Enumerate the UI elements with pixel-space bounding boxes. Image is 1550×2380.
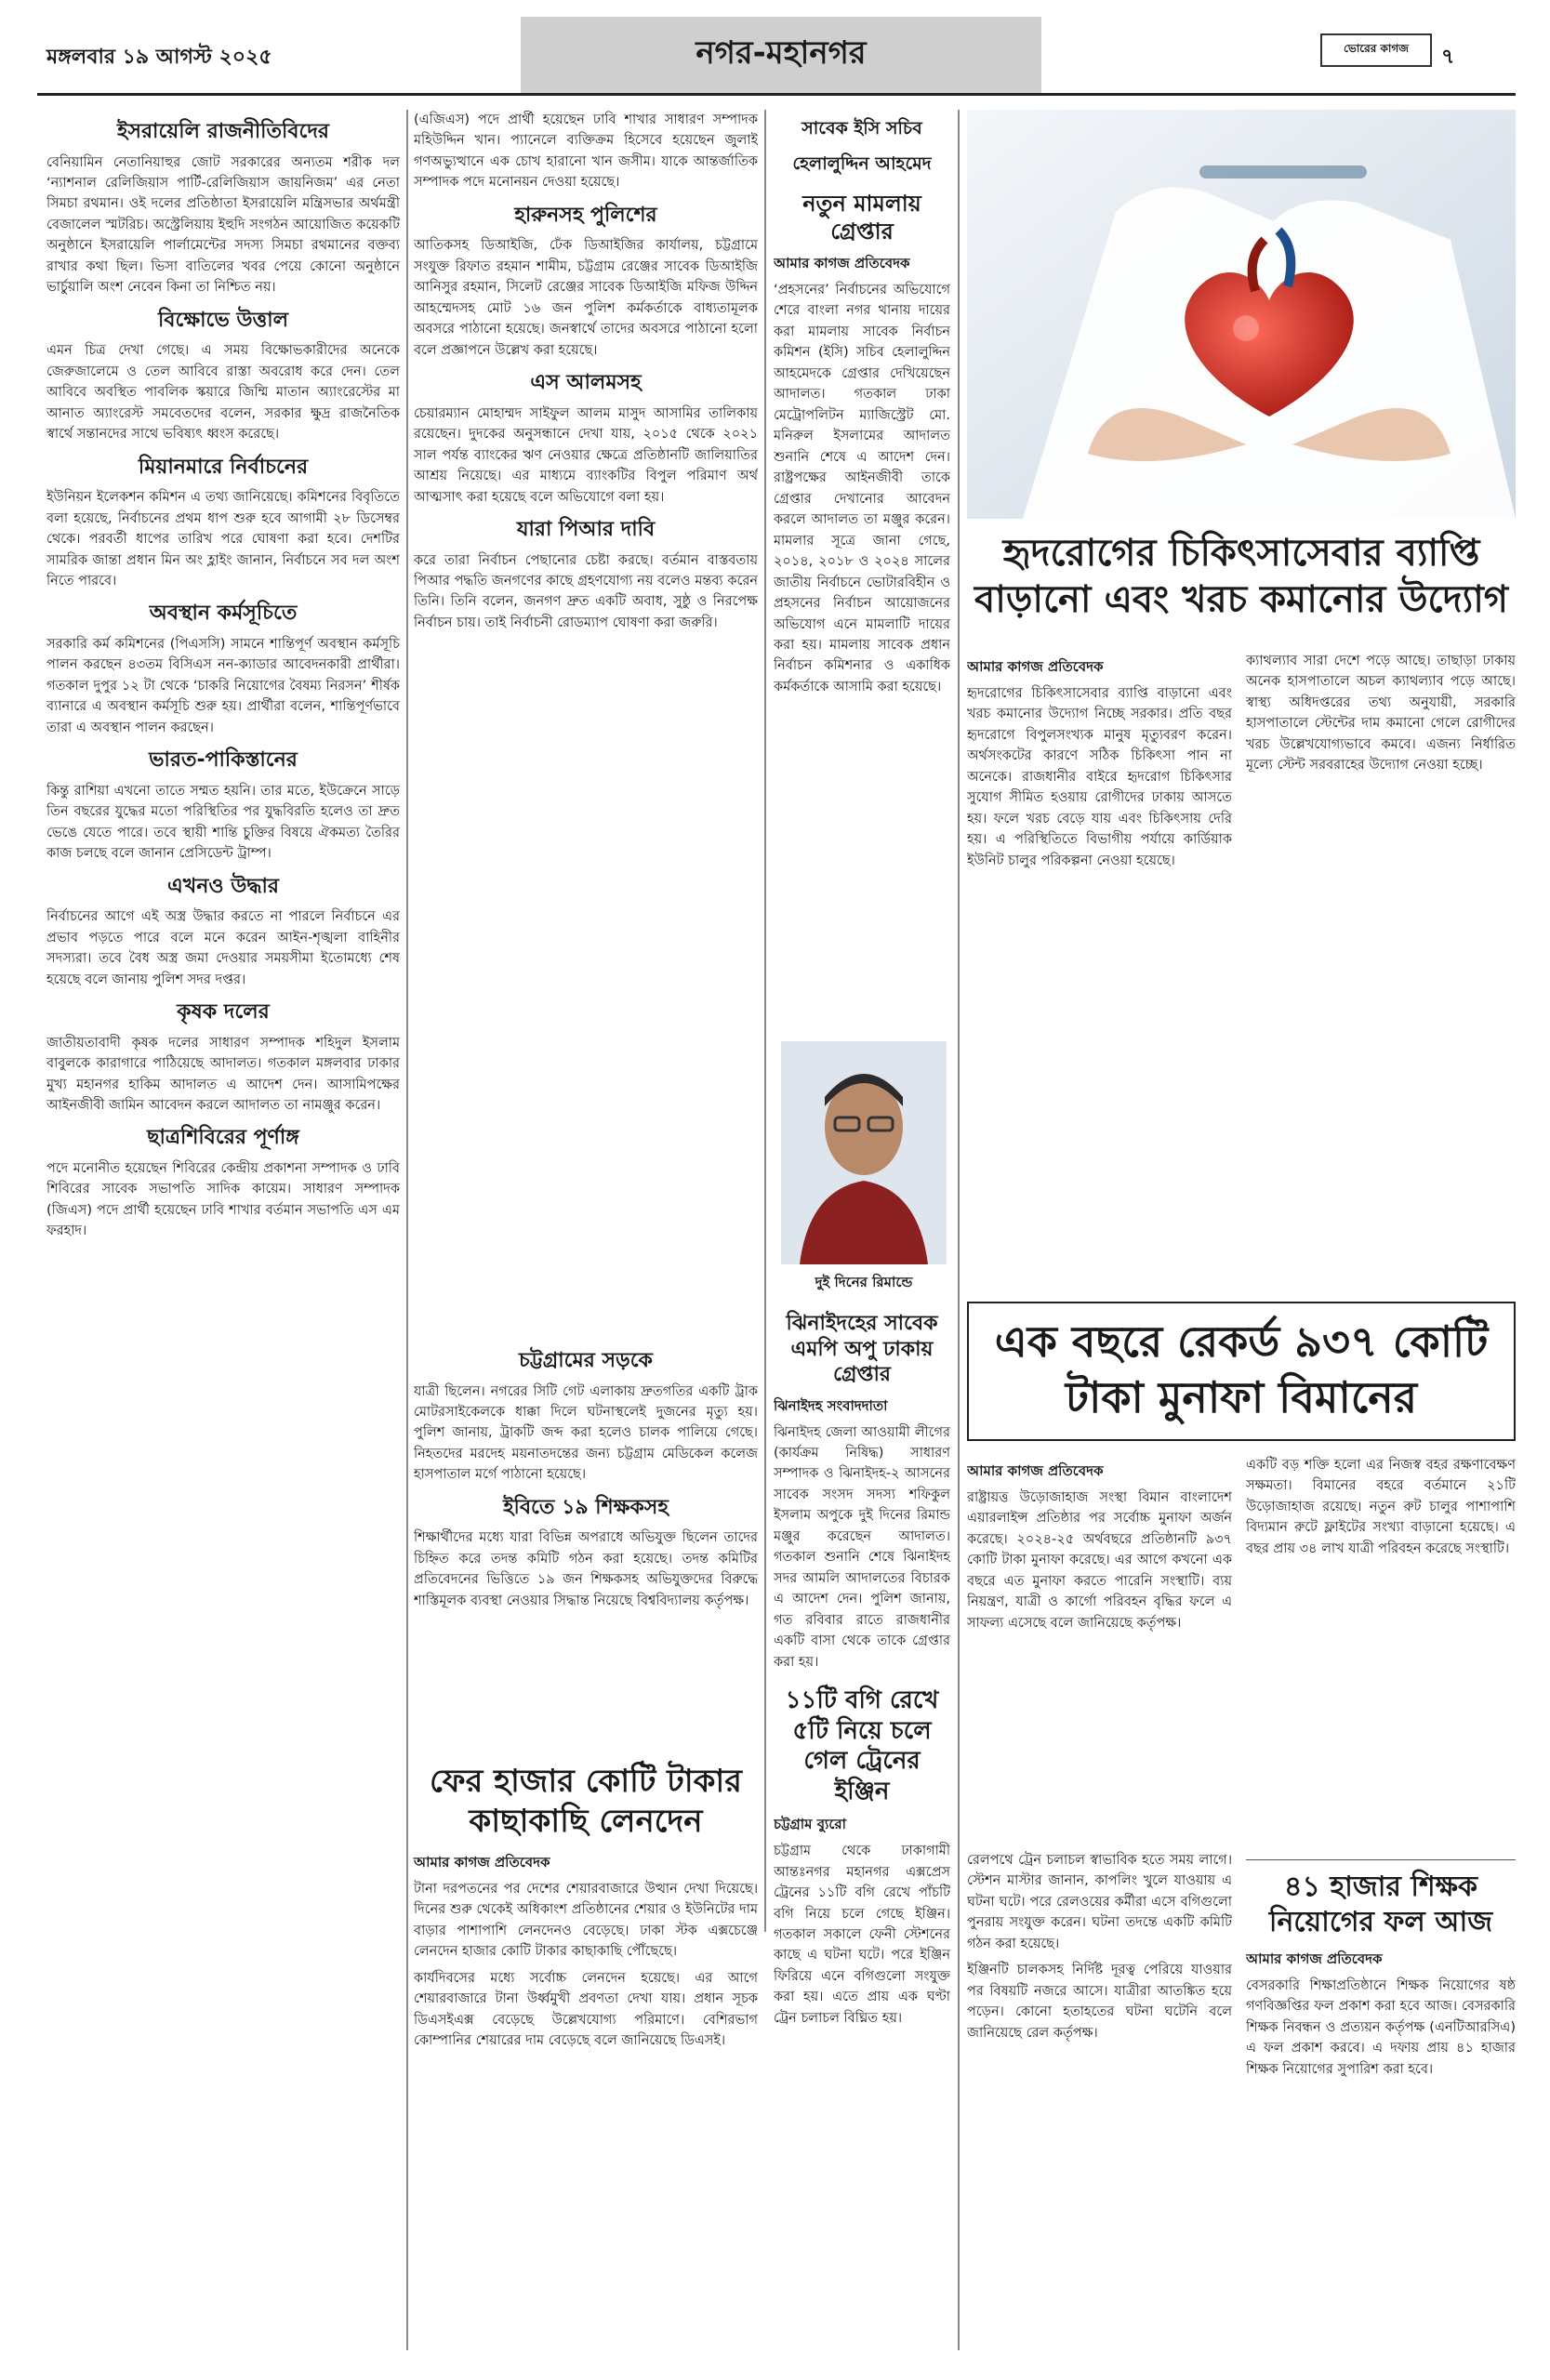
story-body: জাতীয়তাবাদী কৃষক দলের সাধারণ সম্পাদক শহিদুল ইসলাম বাবুলকে কারাগারে পাঠিয়েছে আদালত। গতকাল মঙ্গলবার ঢাকার মুখ্য মহানগর হাকিম আদালত এ আদেশ দেন। আসামিপক্ষের আইনজীবী জামিন আবেদন করলে আদালত তা নামঞ্জুর করেন। [46,1035,400,1113]
train-story-continued [967,1850,1232,2352]
column-2-lower [414,1339,758,1739]
photo-caption: দুই দিনের রিমান্ডে [815,1274,913,1290]
person-portrait-icon [781,1041,947,1264]
story-body: পদে মনোনীত হয়েছেন শিবিরের কেন্দ্রীয় প্রকাশনা সম্পাদক ও ঢাবি শিবিরের সাবেক সভাপতি সাদিক কায়েম। সাধারণ সম্পাদক (জিএস) পদে প্রার্থী হয়েছেন ঢাবি শাখার বর্তমান সভাপতি এস এম ফরহাদ। [46,1160,400,1239]
story-body: হৃদরোগের চিকিৎসাসেবার ব্যাপ্তি বাড়ানো এবং খরচ কমানোর উদ্যোগ নিচ্ছে সরকার। প্রতি বছর হৃদরোগে বিপুলসংখ্যক মানুষ মৃত্যুবরণ করেন। অর্থসংকটের কারণে সঠিক চিকিৎসা পান না অনেকে। রাজধানীর বাইরে হৃদরোগ চিকিৎসার সুযোগ সীমিত হওয়ায় রোগীদের ঢাকায় আসতে হয়। ফলে খরচ বেড়ে যায় এবং চিকিৎসায় দেরি হয়। এ পরিস্থিতিতে বিভাগীয় পর্যায়ে কার্ডিয়াক ইউনিট চালুর পরিকল্পনা নেওয়া হয়েছে। [967,686,1232,868]
story-title: চট্টগ্রামের সড়কে [519,1349,653,1372]
story-body: শিক্ষার্থীদের মধ্যে যারা বিভিন্ন অপরাধে অভিযুক্ত ছিলেন তাদের চিহ্নিত করে তদন্ত কমিটি গঠন করা হয়েছে। তদন্ত কমিটির প্রতিবেদনের ভিত্তিতে ১৯ জন শিক্ষকসহ অভিযুক্তদের বিরুদ্ধে শাস্তিমূলক ব্যবস্থা নেওয়ার সিদ্ধান্ত নিয়েছে বিশ্ববিদ্যালয় কর্তৃপক্ষ। [414,1530,758,1608]
teacher-story [1246,1850,1516,2352]
biman-story-left [967,1455,1232,1836]
story-body: সরকারি কর্ম কমিশনের (পিএসসি) সামনে শান্তিপূর্ণ অবস্থান কর্মসূচি পালন করছেন ৪৩তম বিসিএস নন-ক্যাডার আবেদনকারী প্রার্থীরা। গতকাল দুপুর ১২ টা থেকে ‘চাকরি নিয়োগের বৈষম্য নিরসন’ শীর্ষক ব্যানারে এ অবস্থান কর্মসূচি শুরু হয়। প্রার্থীরা বলেন, শান্তিপূর্ণভাবে তারা এ অবস্থান পালন করছেন। [46,636,400,735]
story-body: (এজিএস) পদে প্রার্থী হয়েছেন ঢাবি শাখার সাধারণ সম্পাদক মহিউদ্দিন খান। প্যানেলে ব্যক্তিক্রম হিসেবে হয়েছেন জুলাই গণঅভ্যুত্থানে এক চোখ হারানো খান জসীম। যাকে আন্তর্জাতিক সম্পাদক পদে মনোনয়ন দেওয়া হয়েছে। [414,112,758,191]
story-body: নির্বাচনের আগে এই অস্ত্র উদ্ধার করতে না পারলে নির্বাচনে এর প্রভাব পড়তে পারে বলে মনে করেন আইন-শৃঙ্খলা বাহিনীর সদস্যরা। তবে বৈধ অস্ত্র জমা দেওয়ার সময়সীমা ইতোমধ্যে শেষ হয়েছে বলে জানায় পুলিশ সদর দপ্তর। [46,909,400,987]
story-headline: ফের হাজার কোটি টাকার কাছাকাছি লেনদেন [430,1763,742,1840]
biman-headline: এক বছরে রেকর্ড ৯৩৭ কোটি টাকা মুনাফা বিমানের [967,1302,1516,1441]
hero-headline: হৃদরোগের চিকিৎসাসেবার ব্যাপ্তি বাড়ানো এবং খরচ কমানোর উদ্যোগ [974,532,1509,621]
story-body: ইউনিয়ন ইলেকশন কমিশন এ তথ্য জানিয়েছে। কমিশনের বিবৃতিতে বলা হয়েছে, নির্বাচনের প্রথম ধাপ শুরু হবে আগামী ২৮ ডিসেম্বর থেকে। পরবর্তী ধাপের তারিখ পরে ঘোষণা করা হবে। দেশটির সামরিক জান্তা প্রধান মিন অং হ্লাইং জানান, নির্বাচনে সব দল অংশ নিতে পারবে। [46,490,400,588]
story-title: ইবিতে ১৯ শিক্ষকসহ [503,1495,669,1519]
story-title: ভারত-পাকিস্তানের [149,748,298,773]
story-byline: ঝিনাইদহ সংবাদদাতা [774,1396,888,1414]
newspaper-logo: ভোরের কাগজ [1320,33,1432,67]
header-rule [37,93,1516,96]
story-body: টানা দরপতনের পর দেশের শেয়ারবাজারে উত্থান দেখা দিয়েছে। দিনের শুরু থেকেই অধিকাংশ প্রতিষ্ঠানের শেয়ার ও ইউনিটের দাম বাড়ার পাশাপাশি লেনদেনও বেড়েছে। ঢাকা স্টক এক্সচেঞ্জে লেনদেন হাজার কোটি টাকার কাছাকাছি পৌঁছেছে। [414,1882,758,1960]
story-byline: আমার কাগজ প্রতিবেদক [1246,1950,1383,1967]
story-body: ঝিনাইদহ জেলা আওয়ামী লীগের (কার্যক্রম নিষিদ্ধ) সাধারণ সম্পাদক ও ঝিনাইদহ-২ আসনের সাবেক সংসদ সদস্য শফিকুল ইসলাম অপুকে দুই দিনের রিমান্ড মঞ্জুর করেছেন আদালত। গতকাল শুনানি শেষে ঝিনাইদহ সদর আমলি আদালতের বিচারক এ আদেশ দেন। পুলিশ জানায়, গত রবিবার রাতে রাজধানীর একটি বাসা থেকে তাকে গ্রেপ্তার করা হয়। [774,1424,950,1670]
story-body: চট্টগ্রাম থেকে ঢাকাগামী আন্তঃনগর মহানগর এক্সপ্রেস ট্রেনের ১১টি বগি রেখে পাঁচটি বগি নিয়ে চলে গেছে ইঞ্জিন। গতকাল সকালে ফেনী স্টেশনের কাছে এ ঘটনা ঘটে। পরে ইঞ্জিন ফিরিয়ে এনে বগিগুলো সংযুক্ত করা হয়। এতে প্রায় এক ঘণ্টা ট্রেন চলাচল বিঘ্নিত হয়। [774,1844,950,2026]
story-headline: ৪১ হাজার শিক্ষক নিয়োগের ফল আজ [1268,1871,1493,1938]
story-headline: নতুন মামলায় গ্রেপ্তার [802,191,921,245]
heart-in-hands-icon [967,110,1516,519]
column-divider [958,110,960,2350]
story-body: ক্যাথল্যাব সারা দেশে পড়ে আছে। তাছাড়া ঢাকায় অনেক হাসপাতালে অচল ক্যাথল্যাব পড়ে আছে। স্বাস্থ্য অধিদপ্তরের তথ্য অনুযায়ী, সরকারি হাসপাতালে স্টেন্টের দাম কমানো গেলে রোগীদের খরচ উল্লেখযোগ্যভাবে কমবে। এজন্য নির্ধারিত মূল্যে স্টেন্ট সরবরাহের উদ্যোগ নেওয়া হচ্ছে। [1246,654,1516,774]
section-title: নগর-মহানগর [521,17,1041,93]
story-byline: চট্টগ্রাম ব্যুরো [774,1816,847,1833]
person-photo [781,1041,947,1264]
hero-story-left [967,651,1232,1292]
story-body: রাষ্ট্রায়ত্ত উড়োজাহাজ সংস্থা বিমান বাংলাদেশ এয়ারলাইন্স প্রতিষ্ঠার পর সর্বোচ্চ মুনাফা অর্জন করেছে। ২০২৪-২৫ অর্থবছরে প্রতিষ্ঠানটি ৯৩৭ কোটি টাকা মুনাফা করেছে। এর আগে কখনো এক বছরে এত মুনাফা করতে পারেনি সংস্থাটি। ব্যয় নিয়ন্ত্রণ, যাত্রী ও কার্গো পরিবহন বৃদ্ধির ফলে এ সাফল্য এসেছে বলে জানিয়েছে কর্তৃপক্ষ। [967,1490,1232,1631]
column-2 [414,110,758,1328]
story-title: কৃষক দলের [177,1000,270,1025]
story-body: রেলপথে ট্রেন চলাচল স্বাভাবিক হতে সময় লাগে। স্টেশন মাস্টার জানান, কাপলিং খুলে যাওয়ায় এ ঘটনা ঘটে। পরে রেলওয়ের কর্মীরা এসে বগিগুলো পুনরায় সংযুক্ত করেন। ঘটনা তদন্তে একটি কমিটি গঠন করা হয়েছে। [967,1853,1232,1951]
column-3-lower [774,1302,950,2352]
story-byline: আমার কাগজ প্রতিবেদক [967,658,1104,675]
story-byline: আমার কাগজ প্রতিবেদক [414,1854,550,1871]
column-3 [774,110,950,1039]
page-number: ৭ [1441,46,1455,69]
issue-date: মঙ্গলবার ১৯ আগস্ট ২০২৫ [46,46,272,69]
story-body: এমন চিত্র দেখা গেছে। এ সময় বিক্ষোভকারীদের অনেকে জেরুজালেমে ও তেল আবিবে রাস্তা অবরোধ করে দেন। তেল আবিবে অবস্থিত পাবলিক স্কয়ারে জিম্মি মাতান অ্যাংরেস্টের মা আনাত অ্যাংরেস্ট সমবেতদের বলেন, সরকার ক্ষুদ্র রাজনৈতিক স্বার্থে সন্তানদের সাথে ভবিষ্যৎ ধ্বংস করেছে। [46,343,400,443]
story-body: ‘প্রহসনের’ নির্বাচনের অভিযোগে শেরে বাংলা নগর থানায় দায়ের করা মামলায় সাবেক নির্বাচন কমিশন (ইসি) সচিব হেলালুদ্দিন আহমেদকে গ্রেপ্তার দেখিয়েছেন আদালত। গতকাল ঢাকা মেট্রোপলিটন ম্যাজিস্ট্রেট মো. মনিরুল ইসলামের আদালত শুনানি শেষে এ আদেশ দেন। রাষ্ট্রপক্ষের আইনজীবী তাকে গ্রেপ্তার দেখানোর আবেদন করলে আদালত তা মঞ্জুর করেন। মামলার সূত্রে জানা গেছে, ২০১৪, ২০১৮ ও ২০২৪ সালের জাতীয় নির্বাচনে ভোটারবিহীন ও প্রহসনের নির্বাচন আয়োজনের অভিযোগ এনে মামলাটি দায়ের করা হয়। মামলায় সাবেক প্রধান নির্বাচন কমিশনার ও একাধিক কর্মকর্তাকে আসামি করা হয়েছে। [774,283,950,694]
share-market-story [414,1752,758,2352]
column-divider [406,110,408,2350]
story-body: কিন্তু রাশিয়া এখনো তাতে সম্মত হয়নি। তার মতে, ইউক্রেনে সাড়ে তিন বছরের যুদ্ধের মতো পরিস্থিতির পর যুদ্ধবিরতি হলেও তা দ্রুত ভেঙে যেতে পারে। তবে স্থায়ী শান্তি চুক্তির বিষয়ে ঐকমত্য তৈরির কাজ চলছে বলে জানান প্রেসিডেন্ট ট্রাম্প। [46,783,400,862]
story-byline: আমার কাগজ প্রতিবেদক [774,255,910,271]
story-title: ছাত্রশিবিরের পূর্ণাঙ্গ [147,1126,299,1150]
story-title: যারা পিআর দাবি [516,518,656,542]
story-title: হারুনসহ পুলিশের [514,203,657,227]
story-body: বেসরকারি শিক্ষাপ্রতিষ্ঠানে শিক্ষক নিয়োগের ষষ্ঠ গণবিজ্ঞপ্তির ফল প্রকাশ করা হবে আজ। বেসরকারি শিক্ষক নিবন্ধন ও প্রত্যয়ন কর্তৃপক্ষ (এনটিআরসিএ) এ ফল প্রকাশ করবে। এ দফায় প্রায় ৪১ হাজার শিক্ষক নিয়োগের সুপারিশ করা হবে। [1246,1978,1516,2077]
story-body: কার্যদিবসের মধ্যে সর্বোচ্চ লেনদেন হয়েছে। এর আগে শেয়ারবাজারে টানা উর্ধ্বমুখী প্রবণতা দেখা যায়। প্রধান সূচক ডিএসইএক্স বেড়েছে উল্লেখযোগ্য পরিমাণে। বেশিরভাগ কোম্পানির শেয়ারের দাম বেড়েছে বলে জানিয়েছে ডিএসই। [414,1970,758,2049]
story-title: এস আলমসহ [530,371,642,395]
story-byline: আমার কাগজ প্রতিবেদক [967,1462,1104,1479]
story-kicker-name: হেলালুদ্দিন আহমেদ [792,153,932,174]
story-rule [1246,1859,1516,1860]
story-body: করে তারা নির্বাচন পেছানোর চেষ্টা করছে। বর্তমান বাস্তবতায় পিআর পদ্ধতি জনগণের কাছে গ্রহণযোগ্য নয় বলেও মন্তব্য করেন তিনি। তিনি বলেন, জনগণ দ্রুত একটি অবাধ, সুষ্ঠু ও নিরপেক্ষ নির্বাচন চায়। তাই নির্বাচনী রোডম্যাপ ঘোষণা করা জরুরি। [414,552,758,630]
story-body: একটি বড় শক্তি হলো এর নিজস্ব বহর রক্ষণাবেক্ষণ সক্ষমতা। বিমানের বহরে বর্তমানে ২১টি উড়োজাহাজ রয়েছে। নতুন রুট চালুর পাশাপাশি বিদ্যমান রুটে ফ্লাইটের সংখ্যা বাড়ানো হয়েছে। এ বছর প্রায় ৩৪ লাখ যাত্রী পরিবহন করেছে সংস্থাটি। [1246,1458,1516,1556]
story-body: বেনিয়ামিন নেতানিয়াহুর জোট সরকারের অন্যতম শরীক দল ‘ন্যাশনাল রেলিজিয়াস পার্টি-রেলিজিয়াস জায়নিজম’ এর নেতা সিমচা রথমান। ওই দলের প্রতিষ্ঠাতা ইসরায়েলি মন্ত্রিসভার অর্থমন্ত্রী বেজালেল স্মটরিচ। অস্ট্রেলিয়ায় ইহুদি সংগঠন আয়োজিত কয়েকটি অনুষ্ঠানে ইসরায়েলি পার্লামেন্টের সদস্য সিমচা রথমানের বক্তব্য রাখার কথা ছিল। ভিসা বাতিলের খবর পেয়ে কোনো অনুষ্ঠানে ভার্চুয়ালি অংশ নেবেন কিনা তা নিশ্চিত নয়। [46,154,400,296]
column-1 [46,110,400,2350]
story-body: ইঞ্জিনটি চালকসহ নির্দিষ্ট দূরত্ব পেরিয়ে যাওয়ার পর বিষয়টি নজরে আসে। যাত্রীরা আতঙ্কিত হয়ে পড়েন। কোনো হতাহতের ঘটনা ঘটেনি বলে জানিয়েছে রেল কর্তৃপক্ষ। [967,1963,1232,2041]
story-kicker: সাবেক ইসি সচিব [801,118,922,139]
story-body: আতিকসহ ডিআইজি, ঢেঁক ডিআইজির কার্যালয়, চট্টগ্রামে সংযুক্ত রিফাত রহমান শামীম, চট্টগ্রাম রেঞ্জের সাবেক ডিআইজি আনিসুর রহমান, সিলেট রেঞ্জের সাবেক ডিআইজি মফিজ উদ্দিন আহম্মেদসহ মোট ১৬ জন পুলিশ কর্মকর্তাকে বাধ্যতামূলক অবসরে পাঠানো হয়েছে। জনস্বার্থে তাদের অবসরে পাঠানো হলো বলে প্রজ্ঞাপনে উল্লেখ করা হয়েছে। [414,238,758,358]
biman-story-right [1246,1455,1516,1836]
story-title: অবস্থান কর্মসূচিতে [149,602,298,626]
column-divider [764,110,766,1932]
story-title: এখনও উদ্ধার [167,874,279,898]
story-headline: ঝিনাইদহের সাবেক এমপি অপু ঢাকায় গ্রেপ্তার [786,1312,938,1386]
story-body: যাত্রী ছিলেন। নগরের সিটি গেট এলাকায় দ্রুতগতির একটি ট্রাক মোটরসাইকেলকে ধাক্কা দিলে ঘটনাস্থলেই দুজনের মৃত্যু হয়। পুলিশ জানায়, ট্রাকটি জব্দ করা হলেও চালক পালিয়ে গেছে। নিহতদের মরদেহ ময়নাতদন্তের জন্য চট্টগ্রাম মেডিকেল কলেজ হাসপাতাল মর্গে পাঠানো হয়েছে। [414,1383,758,1483]
story-title: মিয়ানমারে নির্বাচনের [138,455,309,479]
heart-hero-photo [967,110,1516,519]
hero-story-right [1246,651,1516,1292]
story-title: বিক্ষোভে উত্তাল [157,308,289,332]
story-headline: ১১টি বগি রেখে ৫টি নিয়ে চলে গেল ট্রেনের ইঞ্জিন [785,1686,939,1805]
story-body: চেয়ারম্যান মোহাম্মদ সাইফুল আলম মাসুদ আসামির তালিকায় রয়েছেন। দুদকের অনুসন্ধানে দেখা যায়, ২০১৫ থেকে ২০২১ সাল পর্যন্ত ব্যাংকের ঋণ নেওয়ার ক্ষেত্রে প্রতিষ্ঠানটি জালিয়াতির আশ্রয় নিয়েছে। এর মাধ্যমে ব্যাংকটির বিপুল পরিমাণ অর্থ আত্মসাৎ করা হয়েছে বলে অভিযোগে বলা হয়। [414,405,758,505]
story-title: ইসরায়েলি রাজনীতিবিদের [116,120,330,143]
